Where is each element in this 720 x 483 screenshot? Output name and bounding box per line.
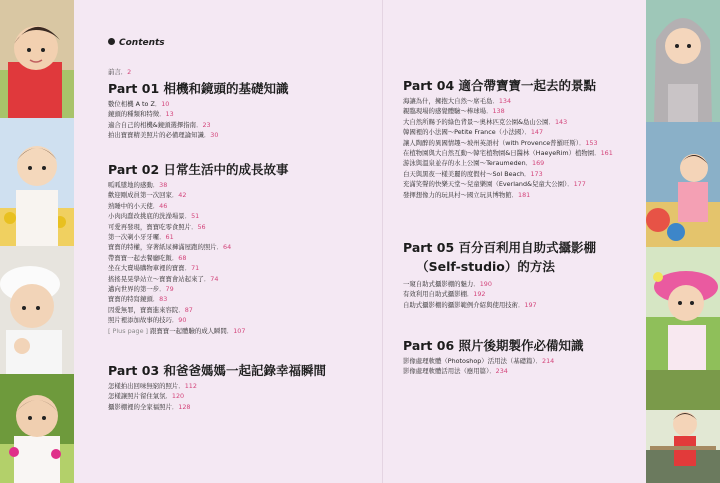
toc-entry: 影像處理軟體活用法（應用篇）．234	[403, 367, 508, 376]
part-05	[403, 240, 596, 310]
toc-entry: 坐在大賣場購物車裡的寶寶．71	[108, 264, 200, 273]
part-03	[108, 363, 326, 412]
part-title: Part 01 相機和鏡頭的基礎知識	[108, 81, 289, 96]
toc-entry: 影像處理軟體（Photoshop）活用法（基礎篇）．214	[403, 357, 555, 365]
toc-entry: 適合自己的相機&鏡頭選擇指南．23	[108, 120, 211, 129]
left-photo-strip	[0, 0, 74, 483]
baby-photo-garden	[0, 374, 74, 483]
part-title: Part 03 和爸爸媽媽一起記錄幸福瞬間	[108, 363, 326, 378]
toc-entry: 一窺自助式攝影棚的魅力．190	[403, 280, 492, 288]
baby-photo-tulips	[0, 118, 74, 246]
toc-entry: 白天與黑夜一樣美麗的度假村～Sol Beach．173	[403, 169, 543, 178]
contents-heading: Contents	[108, 38, 165, 48]
toc-entry: 數位相機 A to Z．10	[108, 100, 170, 108]
toc-entry: 可愛再發現，寶寶吃零食照片．56	[108, 222, 206, 231]
part-02	[108, 162, 289, 336]
baby-photo-white-hat	[0, 246, 74, 374]
toc-entry: 第一次剃小牙牙囉．61	[108, 233, 174, 242]
baby-photo-sunhat	[0, 0, 74, 118]
toc-entry: 自助式攝影棚的攝影範例介紹與使用技術．197	[403, 300, 537, 309]
toc-entry: 因愛無罪，寶寶進來容院．87	[108, 305, 193, 314]
toc-entry: 寶寶的特權，穿著紙尿褲滿屋跑的照片．64	[108, 243, 232, 252]
toc-entry: 大自然所賜予的綠色背景～奧林匹克公園&島山公園．143	[403, 117, 568, 126]
part-subtitle: （Self-studio）的方法	[416, 259, 555, 274]
toc-entry: 有效利用自助式攝影棚．192	[403, 290, 486, 299]
baby-photo-playground	[646, 122, 720, 247]
toc-entry: 歡迎剛成員第一次回家．42	[108, 191, 187, 200]
toc-entry: 搖搖晃晃學站立～寶寶會站起來了．74	[108, 274, 219, 283]
part-06	[403, 338, 584, 377]
toc-entry: 寶寶的特寫鏡頭．83	[108, 295, 168, 304]
preface-entry: 前言．2	[108, 68, 132, 76]
part-title: Part 06 照片後期製作必備知識	[403, 338, 584, 353]
toc-entry: 邁向世界的第一步．79	[108, 285, 174, 294]
left-page	[74, 0, 382, 483]
part-title: Part 05 百分百利用自助式攝影棚	[403, 240, 596, 255]
toc-entry: 在植物園與大自然互動～韓宅植物園&日醫林（HaeyeRim）植物園．161	[403, 149, 613, 158]
part-title: Part 02 日常生活中的成長故事	[108, 162, 289, 177]
toc-entry: 照片裡添加故事的技巧．90	[108, 316, 187, 325]
toc-entry: 帶寶寶一起去餐廳吃飯．68	[108, 253, 187, 262]
toc-entry: 小肉肉蠢改挑底的洗澡場景．51	[108, 212, 200, 221]
part-title: Part 04 適合帶寶寶一起去的景點	[403, 78, 596, 93]
toc-entry: 讓人陶醉的異國情趣～坡州英語村（with Provence普羅旺斯）．153	[403, 138, 598, 147]
baby-photo-park	[646, 370, 720, 483]
toc-entry: 怎樣讓照片留住氣氛．120	[108, 392, 185, 401]
toc-entry: 鏡頭的種類和特徵．13	[108, 110, 174, 119]
toc-entry: 海讓為什，擁抱大自然～席毛島．134	[403, 97, 512, 105]
right-page	[382, 0, 647, 483]
baby-photo-pink-hat	[646, 247, 720, 370]
toc-entry: 充滿笑聲的快樂天堂～兒童樂園（Everland&兒童大公園）．177	[403, 180, 586, 189]
right-photo-strip	[646, 0, 720, 483]
baby-photo-grey-hood	[646, 0, 720, 122]
toc-entry: 呱呱墜地的感動．38	[108, 181, 168, 189]
part-01	[108, 81, 289, 141]
toc-entry: 怎樣拍出回味無窮的照片．112	[108, 382, 197, 390]
toc-entry: 游泳與溫泉並存的水上公園～Teraumeden．169	[403, 159, 545, 168]
toc-entry: 發揮想像力的玩具村～國立玩具博物館．181	[403, 190, 531, 199]
toc-entry: 攝影棚裡的全家福照片．128	[108, 402, 191, 411]
bullet-icon	[108, 38, 115, 45]
toc-entry-plus-page: [ Plus page ] 跟寶寶一起體驗的成人瞬間．107	[108, 326, 246, 335]
part-04	[403, 78, 613, 200]
toc-entry: 拍出寶寶精美照片的必備理論知識．30	[108, 131, 219, 140]
toc-entry: 韓國裡的小法國～Petite France（小法國）．147	[403, 128, 544, 137]
toc-entry: 熟睡中的小天使．46	[108, 201, 168, 210]
toc-entry: 親臨現場的感覺體驗～棒球場．138	[403, 107, 505, 116]
